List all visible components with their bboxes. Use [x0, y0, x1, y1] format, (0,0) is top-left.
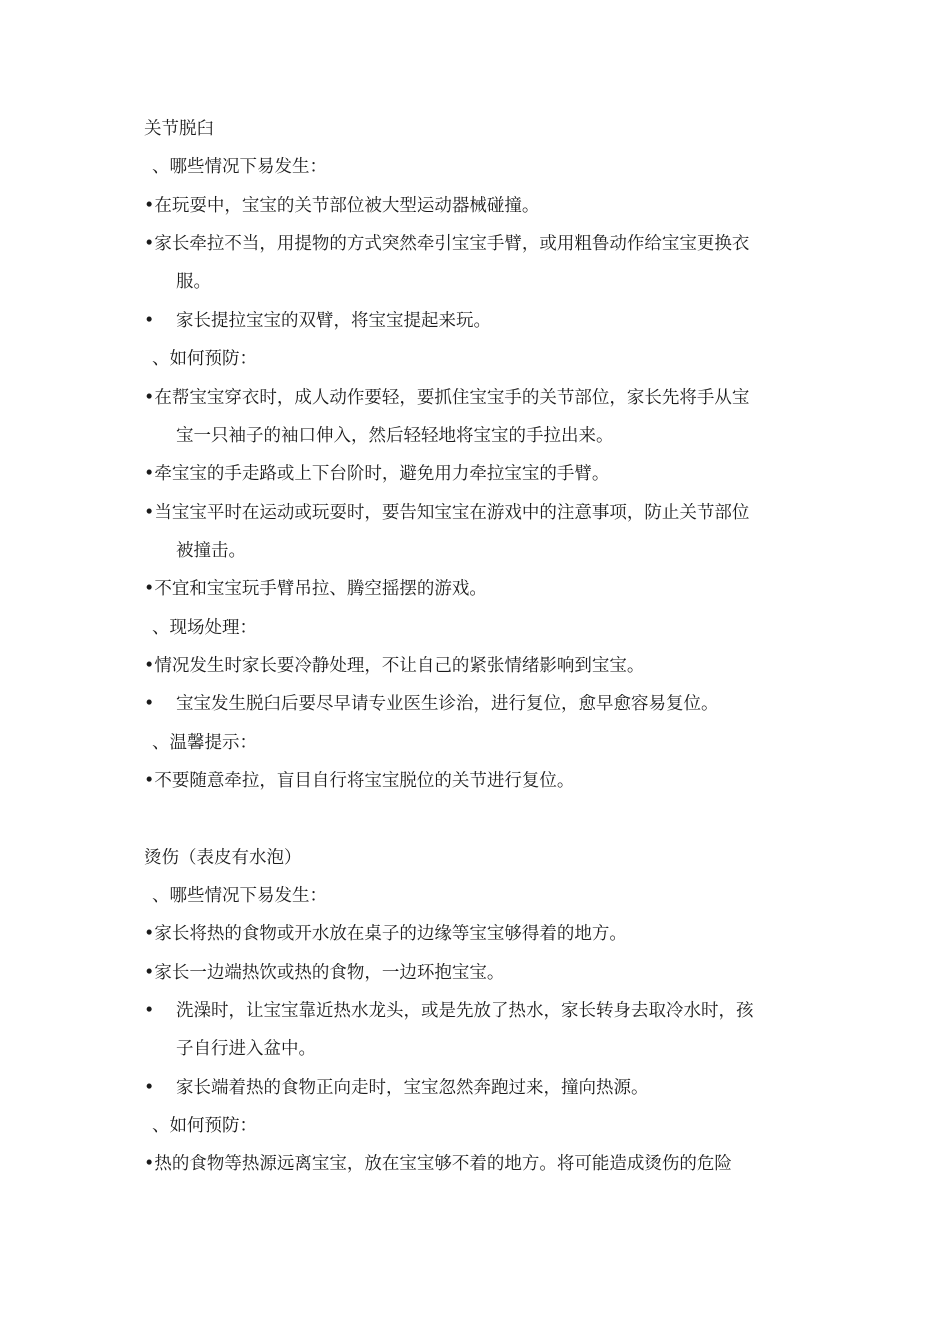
subheading-tips: 、温馨提示：	[152, 733, 257, 753]
list-item: •不要随意牵拉，盲目自行将宝宝脱位的关节进行复位。	[144, 771, 575, 791]
list-item: •不宜和宝宝玩手臂吊拉、腾空摇摆的游戏。	[144, 579, 487, 599]
list-item-continuation: 被撞击。	[176, 541, 246, 561]
list-item	[144, 1076, 649, 1100]
list-item: •牵宝宝的手走路或上下台阶时，避免用力牵拉宝宝的手臂。	[144, 464, 610, 484]
list-item: •情况发生时家长要冷静处理，不让自己的紧张情绪影响到宝宝。	[144, 656, 645, 676]
list-item: •家长将热的食物或开水放在桌子的边缘等宝宝够得着的地方。	[144, 924, 627, 944]
list-item: •在玩耍中，宝宝的关节部位被大型运动器械碰撞。	[144, 196, 540, 216]
section-title-dislocation: 关节脱臼	[144, 119, 214, 139]
subheading-prevention: 、如何预防：	[152, 1116, 257, 1136]
section-title-burn: 烫伤（表皮有水泡）	[144, 848, 302, 868]
subheading-when-occurs: 、哪些情况下易发生：	[152, 886, 327, 906]
bullet-marker: •	[144, 311, 155, 331]
bullet-marker: •	[144, 1001, 155, 1021]
list-item-continuation: 宝一只袖子的袖口伸入，然后轻轻地将宝宝的手拉出来。	[176, 426, 614, 446]
bullet-marker: •	[144, 1078, 155, 1098]
list-item-continuation: 子自行进入盆中。	[176, 1039, 316, 1059]
list-item: •当宝宝平时在运动或玩耍时，要告知宝宝在游戏中的注意事项，防止关节部位	[144, 503, 750, 523]
list-item	[144, 309, 491, 333]
list-item: •在帮宝宝穿衣时，成人动作要轻，要抓住宝宝手的关节部位，家长先将手从宝	[144, 388, 750, 408]
list-item	[144, 999, 754, 1023]
list-item	[144, 692, 719, 716]
subheading-prevention: 、如何预防：	[152, 349, 257, 369]
list-item-text: 家长端着热的食物正向走时，宝宝忽然奔跑过来，撞向热源。	[176, 1078, 649, 1098]
list-item: •家长一边端热饮或热的食物，一边环抱宝宝。	[144, 963, 505, 983]
list-item-text: 洗澡时，让宝宝靠近热水龙头，或是先放了热水，家长转身去取冷水时，孩	[176, 1001, 754, 1021]
list-item: •热的食物等热源远离宝宝，放在宝宝够不着的地方。将可能造成烫伤的危险	[144, 1154, 732, 1174]
list-item: •家长牵拉不当，用提物的方式突然牵引宝宝手臂，或用粗鲁动作给宝宝更换衣	[144, 234, 750, 254]
bullet-marker: •	[144, 694, 155, 714]
subheading-when-occurs: 、哪些情况下易发生：	[152, 157, 327, 177]
list-item-text: 宝宝发生脱臼后要尽早请专业医生诊治，进行复位，愈早愈容易复位。	[176, 694, 719, 714]
list-item-continuation: 服。	[176, 272, 211, 292]
subheading-on-site-treatment: 、现场处理：	[152, 618, 257, 638]
list-item-text: 家长提拉宝宝的双臂，将宝宝提起来玩。	[176, 311, 491, 331]
